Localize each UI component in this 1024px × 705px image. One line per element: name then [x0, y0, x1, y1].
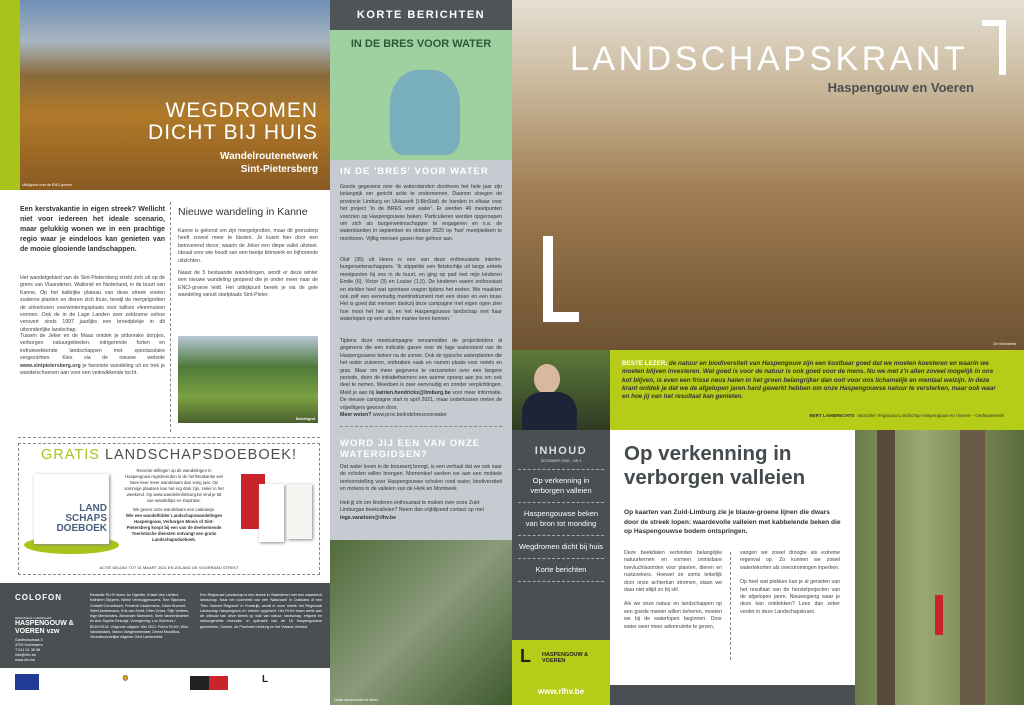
partner-logo — [190, 676, 228, 690]
org-name: HASPENGOUW & VOEREN vzw — [15, 620, 74, 635]
photo-credit: De Mombeek — [993, 342, 1016, 346]
tree-trunk — [960, 430, 985, 705]
author-portrait — [512, 350, 610, 430]
watermill-photo: Oude stoepmolen in Alken — [330, 540, 512, 705]
gratis-footer: ACTIE GELDIG TOT 31 MAART 2021 EN ZOLANG DE VOORRAAD STREKT — [99, 565, 239, 570]
tree-trunk — [877, 430, 895, 705]
column-divider — [170, 202, 171, 432]
toc-item-2[interactable]: Haspengouwse beken van bron tot monding — [518, 502, 604, 535]
bres-text-2: Olaf (35) uit Heers is een van deze enthousiaste interim-burgerwetenschappers. 'Ik stippelde een fietstochtje uit langs enkele meetpunten bij ons in de buurt, en ging op pad met mijn kinderen Emile (6), Victor (3) en Louise (1,5). De kinderen waren enthousiast en stelden heel wat spontane vragen tijdens het meten. We maakten ook zelf een eenvoudig meetinstrument met een steen en een touw. Het is goed dat mensen dankzij deze campagne met eigen ogen zien hoe mooi het hier is, en het Haspengouwse landschap met haar waterlopen op een andere manier leren kennen.' — [340, 257, 502, 323]
gratis-box — [18, 443, 320, 575]
illustration-title: IN DE BRES VOOR WATER — [350, 38, 492, 50]
big-l-logo — [543, 236, 579, 322]
article-lead: Op kaarten van Zuid-Limburg zie je blauw-groene lijnen die dwars door de streek lopen: waardevolle valleien met kabbelende beken die op Haspengouwse bodem ontspringen. — [624, 509, 841, 535]
gids-title: WORD JIJ EEN VAN ONZE WATERGIDSEN? — [340, 438, 481, 460]
person-figure — [935, 595, 943, 635]
colofon — [0, 583, 330, 668]
body-text-2: Tussen de Jeker en de Maas ontdek je pittoreske dorpjes, verborgen natuurgebieden, intrigerende forten en indrukwekkende landschappen met spectaculaire vergezichten. Kies via de nieuwe website www.sintpietersberg.org je favoriete wandeling uit en trek je wandelschoenen aan voor een verkwikkende tocht. — [20, 333, 165, 377]
bottom-strip — [610, 685, 855, 705]
forest-photo — [855, 430, 1024, 705]
eu-flag-logo — [15, 674, 39, 690]
toc-item-3[interactable]: Wegdromen dicht bij huis — [518, 535, 604, 558]
kanne-text-1: Kanne is gekend om zijn mergelgrotten, maar dit grensdorp heeft zoveel meer te bieden. Je kuiert hier door een betoverend decor, waarin de Jeker een diepe vallei uitsleet. Ideaal voor wie houdt van een beetje klimwerk en bijhorende uitzichten. — [178, 228, 318, 264]
folder-white-2 — [287, 484, 312, 539]
gids-text-2: Heb jij zin om kinderen enthousiast te maken over onze Zuid-Limburgse beekvalleien? Neem dan vrijblijvend contact op met inge.vanelsen@rlhv.be — [340, 500, 484, 521]
korte-berichten-box — [330, 160, 512, 540]
toc-item-4[interactable]: Korte berichten — [518, 558, 604, 582]
masthead-subtitle: Haspengouw en Voeren — [827, 80, 974, 95]
colofon-title: COLOFON — [15, 593, 62, 602]
article-col-2: vangen we zowel droogte als extreme regenval op. Zo kunnen we zowel watertekorten als overstromingen inperken. Op heel wat plekken kan je al genieten van het resultaat van de herstelprojecten van de afgelopen jaren. Nieuwsgierig waar je deze kan ontdekken? Lees dan zeker verder in deze Landschapskrant. — [740, 550, 840, 615]
hv-logo-l: L — [520, 646, 531, 666]
toc-issue: DECEMBER 2020 – NR 4 — [540, 459, 582, 463]
gratis-title: GRATIS LANDSCHAPSDOEBOEK! — [41, 447, 297, 463]
vlaanderen-logo: 🦁 — [122, 676, 129, 682]
masthead-bracket — [982, 20, 1006, 75]
bres-title: IN DE 'BRES' VOOR WATER — [340, 166, 489, 177]
hero-subtitle: Wandelroutenetwerk Sint-Pietersberg — [220, 151, 318, 175]
folder-white — [259, 484, 284, 542]
cover-photo — [512, 0, 1024, 350]
org-small: REGIONAAL LANDSCHAP — [15, 616, 52, 620]
bres-text-3: Tijdens deze meetcampagne verzamelden de projectleiders al gegevens die een indicatie gaven over de lage waterstand van de Haspengouwse beken na de zomer. Ook de typische waterplanten die het water zuiveren, ontbraken vaak en namen plaats voor netels en gras. Maar om meer gegevens te verzamelen over een langere periode, doen de initiatiefnemers een warme oproep aan jou om ook deel te nemen. Meedoen is zeer eenvoudig en zonder verplichtingen. Meld je aan bij katrien.hendrickx@limburg.be voor meer informatie. De nieuwe campagne start in april 2021, maar ondertussen meten de vrijwilligers gewoon door. Meer weten? www.proc.be/indebresvoorwater — [340, 338, 502, 419]
korte-berichten-header: KORTE BERICHTEN — [330, 0, 512, 30]
intro-text: Een kerstvakantie in eigen streek? Wellicht niet voor iedereen het ideale scenario, maar gelukkig wonen we in een prachtige regio waar je eindeloos kan genieten van de mooie glooiende landschappen. — [20, 206, 165, 253]
hero-title: WEGDROMEN DICHT BIJ HUIS — [148, 99, 318, 144]
hv-logo-name: HASPENGOUW & VOEREN — [542, 652, 589, 664]
river-shape — [390, 70, 460, 155]
portrait-suit — [522, 392, 577, 430]
toc-item-1[interactable]: Op verkenning in verborgen valleien — [518, 469, 604, 502]
body-text-1: Het wandelgebied van de Sint-Pietersberg strekt zich uit op de grens van Vlaanderen, Wallonië en Nederland, in de buurt van Kanne. Op het kalkrijke plateau van deze streek voelen zuiderse planten en dieren zich thuis, terwijl de mergelgrotten de uitverkoren overwinteringsplaats voor talloze vleermuizen vormen. Ook de in de Lage Landen zeer zeldzame oehoe verovert sinds 1997 jaarlijks een broedplekje in dit uitzonderlijke landschap. — [20, 275, 165, 333]
divider — [340, 426, 502, 427]
colofon-address: Gasthuisstraat 3 3700 Kortessem T 011 31 38 98 info@rlhv.be www.rlhv.be — [15, 638, 43, 662]
book-cover: LAND SCHAPS DOEBOEK — [34, 474, 109, 544]
main-article — [610, 430, 855, 685]
gratis-text: Recente tellingen op de wandelingen in Haspengouw registreerden in de herfstvakantie wel twee keer meer wandelaars dan vorig jaar. Op sommige plaatsen kan het erg druk zijn, zeker in het weekend. Op www.wandelenlimburg.be vind je tal van wandeltips en inspiratie. We geven onze wandelaars een cadeautje. Wie een wandelfolder Landschapswandelingen Haspengouw, Verborgen Moois of Sint-Pietersberg koopt bij een van de deelnemende Toeristische diensten ontvangt een gratis Landschapsdoeboek. — [124, 468, 224, 542]
colofon-about: Een Regionaal Landschap is een streek in Vlaanderen met een waardevol landschap. Naar het voorbeeld van een 'Naturpark' in Duitsland of een 'Parc Naturel Régional' in Frankrijk, wordt in onze streek het Regionaal Landschap Haspengouw en Voeren opgericht. Het RLHV team werkt aan de uitbouw van deze streek op vlak van natuur, landschap, erfgoed en natuurgerichte recreatie. In opdracht van de 16 Haspengouwse gemeenten, Voeren, de Provincie Limburg en het Vlaams Gewest. — [200, 593, 322, 629]
hv-logo-small: L — [262, 674, 269, 685]
duivelsgrot-photo: Duivelsgrot — [178, 336, 318, 423]
hero-caption: Uitkijkpunt over de ENCI-groeve — [22, 183, 72, 187]
hero-photo — [0, 0, 330, 190]
portrait-face — [534, 364, 560, 394]
bres-illustration — [330, 30, 512, 160]
website-link[interactable]: www.rlhv.be — [537, 687, 585, 696]
article-title: Op verkenning in verborgen valleien — [624, 442, 806, 489]
section-divider — [18, 437, 320, 438]
accent-strip — [0, 0, 20, 190]
editorial-text: BESTE LEZER, de natuur en biodiversiteit van Haspengouw zijn een kostbaar goed dat we moeten koesteren en waarin we moeten blijven investeren. Wat goed is voor de natuur is ook goed voor de mens. Nu we met z'n allen zoveel mogelijk in ons kot blijven, is even een frisse neus halen in het groen belangrijker dan ooit voor ons lichamelijk en mentaal welzijn. In deze krant ontdek je dat we de afgelopen jaren hard gewerkt hebben om onze Haspengouwse natuur te versterken, maar ook waar en hoe jij van het resultaat kan genieten. — [622, 360, 996, 401]
kanne-text-2: Naast de 5 bestaande wandelingen, wordt er deze winter een nieuwe wandeling geopend die je onder meer naar de ENCI-groeve leidt. Het uitkijkpunt bereik je via de gele wandeling vanuit startplaats Sint-Pieter. — [178, 270, 318, 299]
kanne-title: Nieuwe wandeling in Kanne — [178, 206, 308, 218]
table-of-contents — [512, 430, 610, 640]
masthead-title: LANDSCHAPSKRANT — [570, 40, 969, 78]
colofon-credits: Redactie RLHV team: An Ogrinfte, Kristel Van Lichtert, Kathleen Slippers, Wieke Verbruggenooms, Tine Sijsmans, Christel Cornelissen, Frederik Castermans, Jolien Bronnet, Steef Aerdtsmans, Erik van Eerdt, Ellen Cress, Stijn Vertees, Inge Merckmans, Alexander Mamoeck, Siele Vanderstraeten en Ann Sophie Delvoigt. Vormgeving: Luc Schreurs / BLIKVOLM. Volgende uitgave: Mei 2021. Foto's RLHV, Wim Vandeplaats, Marco Vangenneerdael, Dienst Mooi/Bos. Verantwoordelijke uitgever: Bert Lambrechts — [90, 593, 189, 640]
bres-text-1: Goede gegevens over de waterstanden doorheen het hele jaar zijn belangrijk om gericht actie te ondernemen. Daarom sloegen de provincie Limburg en UHasselt (I-BioStat) de handen in elkaar voor het project 'In de BRES voor water'. Er werden 46 meetpunten voorzien op Haspengouwse beken. Particulieren werden opgeroepen om zich als burgerwetenschapper te engageren en o.a. de waterstanden in september en oktober 2020 op 'hun' meetplekken te monitoren. Vijftig mensen gaven hier gehoor aan. — [340, 184, 502, 242]
article-divider — [730, 552, 731, 660]
toc-title: INHOUD — [534, 445, 588, 457]
article-col-1: Deze beekdalen verbinden belangrijke natuurkernen en vormen onmisbare toevluchtsoorden voor planten, dieren en rustzoekers. Hoewel ze soms letterlijk door onze achtertuin stromen, staan we daar niet altijd zo bij stil. Als we onze natuur en landschappen op een goede manier willen beheren, moeten we bij de waterlopen beginnen. Door water weer meer ademruimte te geven, — [624, 550, 722, 630]
editorial-signature: BERT LAMBRECHTS Voorzitter Regionaal Landschap Haspengouw en Voeren – Gedeputeerde — [809, 413, 1004, 418]
logo-box — [512, 640, 610, 705]
gids-text-1: Dat water leven in de brouwerij brengt, is een verhaal dat we ook naar de scholen willen brengen. Momenteel werken we aan een mobiele tentoonstelling voor Haspengouwse scholen rond water, biodiversiteit en molens in de valleien van de Herk en Mombeek. — [340, 464, 502, 493]
